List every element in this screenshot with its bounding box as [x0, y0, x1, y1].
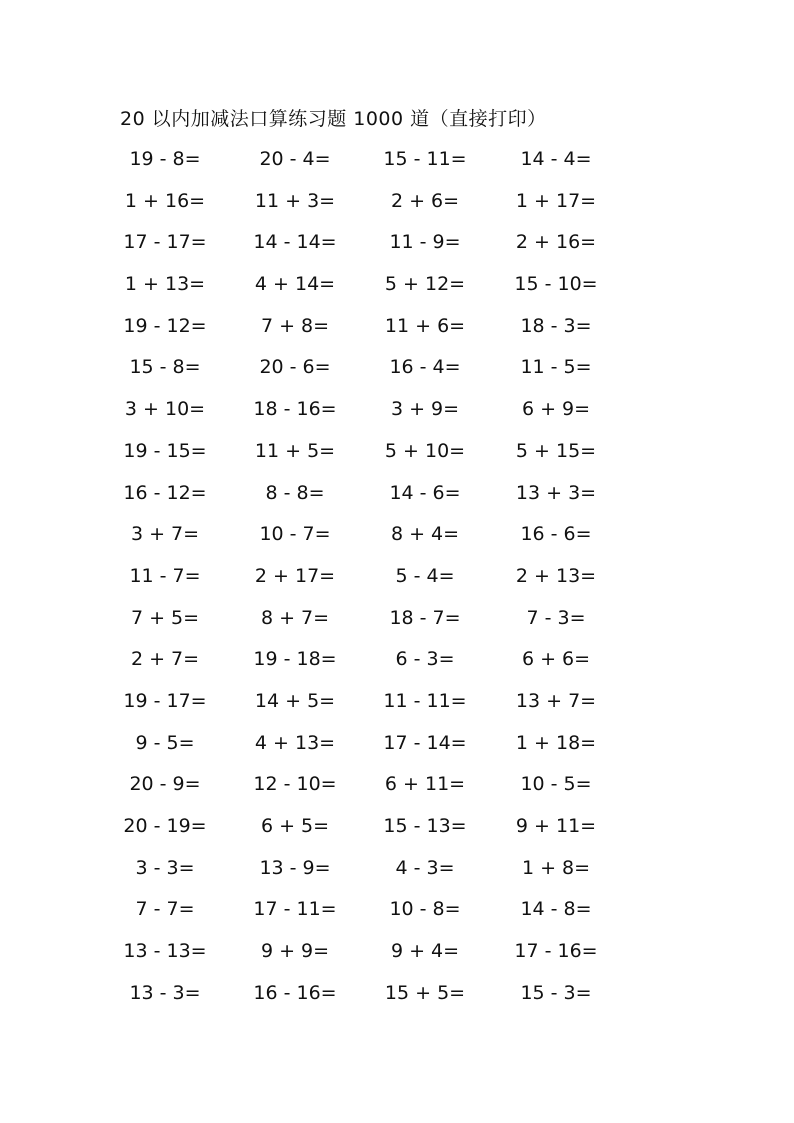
exercise-problem: 5 + 15=: [515, 439, 597, 462]
exercise-problem: 14 - 4=: [520, 148, 592, 170]
exercise-problem: 11 - 7=: [129, 564, 201, 587]
exercise-problem: 7 + 8=: [260, 314, 330, 337]
exercise-problem: 13 - 13=: [123, 940, 207, 963]
exercise-problem: 20 - 9=: [129, 773, 201, 796]
exercise-row: [110, 896, 610, 938]
exercise-problem: 8 + 7=: [260, 606, 330, 629]
exercise-problem: 3 - 3=: [135, 856, 195, 879]
exercise-problem: 5 - 4=: [395, 564, 455, 587]
exercise-problem: 12 - 10=: [253, 773, 337, 796]
exercise-problem: 7 - 3=: [526, 606, 586, 629]
exercise-row: [110, 480, 610, 522]
exercise-problem: 3 + 7=: [130, 523, 200, 546]
exercise-problem: 11 + 3=: [254, 189, 336, 212]
exercise-problem: 5 + 10=: [384, 439, 466, 462]
exercise-problem: 10 - 8=: [389, 898, 461, 921]
exercise-row: [110, 605, 610, 647]
exercise-row: [110, 188, 610, 230]
exercise-problem: 20 - 6=: [259, 356, 331, 379]
exercise-problem: 17 - 14=: [383, 731, 467, 754]
exercise-problem: 15 - 3=: [520, 981, 592, 1004]
exercise-problem: 11 - 11=: [383, 689, 467, 712]
exercise-grid: [110, 146, 610, 1021]
exercise-problem: 5 + 12=: [384, 273, 466, 296]
exercise-problem: 1 + 18=: [515, 731, 597, 754]
exercise-row: [110, 354, 610, 396]
exercise-problem: 14 - 14=: [253, 231, 337, 254]
exercise-row: [110, 938, 610, 980]
exercise-problem: 16 - 6=: [520, 523, 592, 546]
exercise-problem: 11 + 6=: [384, 314, 466, 337]
exercise-row: [110, 813, 610, 855]
exercise-problem: 13 + 3=: [515, 481, 597, 504]
exercise-problem: 8 - 8=: [265, 481, 325, 504]
exercise-problem: 11 + 5=: [254, 439, 336, 462]
exercise-problem: 7 + 5=: [130, 606, 200, 629]
exercise-problem: 19 - 18=: [253, 648, 337, 671]
exercise-problem: 6 + 9=: [521, 398, 591, 421]
exercise-problem: 7 - 7=: [135, 898, 195, 921]
exercise-problem: 14 - 6=: [389, 481, 461, 504]
exercise-problem: 13 - 3=: [129, 981, 201, 1004]
exercise-problem: 19 - 8=: [129, 148, 201, 170]
exercise-row: [110, 438, 610, 480]
exercise-problem: 18 - 3=: [520, 314, 592, 337]
exercise-problem: 16 - 16=: [253, 981, 337, 1004]
exercise-row: [110, 396, 610, 438]
exercise-row: [110, 646, 610, 688]
exercise-problem: 14 - 8=: [520, 898, 592, 921]
exercise-problem: 19 - 17=: [123, 689, 207, 712]
exercise-row: [110, 688, 610, 730]
exercise-problem: 13 + 7=: [515, 689, 597, 712]
exercise-problem: 6 - 3=: [395, 648, 455, 671]
exercise-problem: 15 - 11=: [383, 148, 467, 170]
exercise-problem: 6 + 6=: [521, 648, 591, 671]
exercise-row: [110, 521, 610, 563]
exercise-problem: 19 - 15=: [123, 439, 207, 462]
exercise-problem: 1 + 16=: [124, 189, 206, 212]
exercise-problem: 2 + 7=: [130, 648, 200, 671]
exercise-problem: 10 - 7=: [259, 523, 331, 546]
exercise-problem: 15 + 5=: [384, 981, 466, 1004]
exercise-problem: 2 + 16=: [515, 231, 597, 254]
exercise-problem: 11 - 5=: [520, 356, 592, 379]
exercise-problem: 6 + 5=: [260, 815, 330, 837]
page-title: 20 以内加减法口算练习题 1000 道（直接打印）: [120, 108, 547, 130]
exercise-row: [110, 730, 610, 772]
exercise-problem: 9 + 4=: [390, 940, 460, 963]
exercise-problem: 18 - 16=: [253, 398, 337, 421]
exercise-problem: 4 + 14=: [254, 273, 336, 296]
exercise-row: [110, 313, 610, 355]
exercise-problem: 20 - 4=: [259, 148, 331, 170]
exercise-problem: 20 - 19=: [123, 815, 207, 837]
exercise-problem: 17 - 16=: [514, 940, 598, 963]
exercise-problem: 2 + 17=: [254, 564, 336, 587]
exercise-problem: 3 + 9=: [390, 398, 460, 421]
exercise-problem: 9 + 9=: [260, 940, 330, 963]
exercise-problem: 14 + 5=: [254, 689, 336, 712]
exercise-row: [110, 271, 610, 313]
exercise-problem: 18 - 7=: [389, 606, 461, 629]
exercise-problem: 1 + 17=: [515, 189, 597, 212]
exercise-problem: 16 - 4=: [389, 356, 461, 379]
exercise-problem: 2 + 13=: [515, 564, 597, 587]
exercise-problem: 15 - 8=: [129, 356, 201, 379]
exercise-problem: 8 + 4=: [390, 523, 460, 546]
exercise-problem: 10 - 5=: [520, 773, 592, 796]
exercise-problem: 11 - 9=: [389, 231, 461, 254]
exercise-row: [110, 146, 610, 188]
exercise-row: [110, 980, 610, 1022]
exercise-problem: 6 + 11=: [384, 773, 466, 796]
exercise-problem: 1 + 13=: [124, 273, 206, 296]
exercise-problem: 16 - 12=: [123, 481, 207, 504]
exercise-problem: 9 + 11=: [515, 815, 597, 837]
exercise-problem: 1 + 8=: [521, 856, 591, 879]
exercise-row: [110, 771, 610, 813]
exercise-problem: 3 + 10=: [124, 398, 206, 421]
exercise-problem: 9 - 5=: [135, 731, 195, 754]
exercise-row: [110, 563, 610, 605]
exercise-problem: 17 - 17=: [123, 231, 207, 254]
exercise-row: [110, 229, 610, 271]
exercise-row: [110, 855, 610, 897]
exercise-problem: 13 - 9=: [259, 856, 331, 879]
exercise-problem: 19 - 12=: [123, 314, 207, 337]
exercise-problem: 2 + 6=: [390, 189, 460, 212]
exercise-problem: 4 + 13=: [254, 731, 336, 754]
exercise-problem: 4 - 3=: [395, 856, 455, 879]
exercise-problem: 17 - 11=: [253, 898, 337, 921]
exercise-problem: 15 - 10=: [514, 273, 598, 296]
exercise-problem: 15 - 13=: [383, 815, 467, 837]
